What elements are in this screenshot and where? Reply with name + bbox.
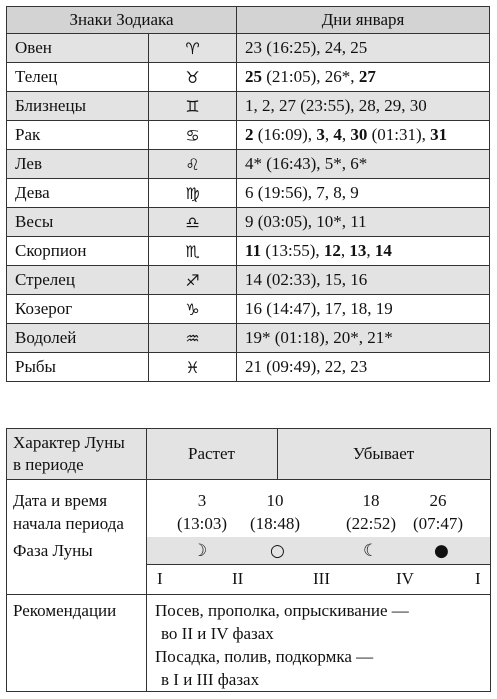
full-moon-icon: ○ bbox=[270, 541, 285, 561]
last-quarter-moon-icon: ☾ bbox=[363, 541, 379, 561]
zodiac-header-sign: Знаки Зодиака bbox=[7, 7, 237, 34]
zodiac-days bbox=[237, 266, 490, 295]
zodiac-body bbox=[7, 34, 490, 382]
zodiac-days bbox=[237, 208, 490, 237]
zodiac-days bbox=[237, 121, 490, 150]
phase-numeral: III bbox=[313, 569, 330, 588]
recommendation-line: в I и III фазах bbox=[161, 670, 260, 689]
days-segment: 4 bbox=[333, 125, 342, 144]
phase-numeral: IV bbox=[396, 569, 414, 588]
days-segment: 31 bbox=[430, 125, 448, 144]
days-segment: (21:05), 26*, bbox=[262, 67, 359, 86]
days-segment: 6 (19:56), 7, 8, 9 bbox=[245, 183, 359, 202]
zodiac-days bbox=[237, 34, 490, 63]
days-segment: , bbox=[324, 125, 334, 144]
zodiac-row bbox=[7, 353, 490, 382]
recommendation-line: Посев, прополка, опрыскивание — bbox=[155, 601, 409, 620]
zodiac-symbol-icon: ♊ bbox=[149, 92, 237, 121]
days-segment: 30 bbox=[350, 125, 368, 144]
zodiac-row bbox=[7, 324, 490, 353]
date-label-line1: Дата и время bbox=[13, 491, 108, 510]
zodiac-symbol-icon: ♐ bbox=[149, 266, 237, 295]
zodiac-days bbox=[237, 63, 490, 92]
zodiac-symbol-icon: ♑ bbox=[149, 295, 237, 324]
zodiac-row bbox=[7, 63, 490, 92]
divider bbox=[146, 479, 147, 594]
zodiac-symbol-icon: ♓ bbox=[149, 353, 237, 382]
days-segment: 27 bbox=[358, 67, 376, 86]
zodiac-days bbox=[237, 179, 490, 208]
date-label-line2: начала периода bbox=[13, 514, 124, 533]
zodiac-sign-name: Козерог bbox=[7, 295, 149, 324]
days-segment: , bbox=[366, 241, 375, 260]
phase-numeral: I bbox=[157, 569, 163, 588]
character-label-line2: в периоде bbox=[13, 455, 84, 474]
zodiac-sign-name: Овен bbox=[7, 34, 149, 63]
zodiac-symbol-icon: ♍ bbox=[149, 179, 237, 208]
zodiac-row bbox=[7, 179, 490, 208]
period-time: (13:03) bbox=[176, 514, 228, 533]
zodiac-symbol-icon: ♏ bbox=[149, 237, 237, 266]
zodiac-row bbox=[7, 295, 490, 324]
zodiac-symbol-icon: ♈ bbox=[149, 34, 237, 63]
divider bbox=[7, 594, 490, 595]
days-segment: 13 bbox=[349, 241, 367, 260]
days-segment: 4* (16:43), 5*, 6* bbox=[245, 154, 368, 173]
days-segment: 1, 2, 27 (23:55), 28, 29, 30 bbox=[245, 96, 427, 115]
zodiac-row bbox=[7, 237, 490, 266]
moon-waning-label: Убывает bbox=[352, 444, 415, 463]
zodiac-sign-name: Стрелец bbox=[7, 266, 149, 295]
period-day: 10 bbox=[266, 491, 284, 510]
first-quarter-moon-icon: ☽ bbox=[192, 541, 208, 561]
zodiac-sign-name: Дева bbox=[7, 179, 149, 208]
zodiac-row bbox=[7, 266, 490, 295]
zodiac-days bbox=[237, 295, 490, 324]
zodiac-sign-name: Водолей bbox=[7, 324, 149, 353]
zodiac-symbol-icon: ♋ bbox=[149, 121, 237, 150]
zodiac-sign-name: Весы bbox=[7, 208, 149, 237]
days-segment: 19* (01:18), 20*, 21* bbox=[245, 328, 393, 347]
zodiac-row bbox=[7, 208, 490, 237]
recommendations-label: Рекомендации bbox=[13, 601, 117, 620]
moon-growing-label: Растет bbox=[188, 444, 235, 463]
zodiac-days bbox=[237, 324, 490, 353]
zodiac-symbol-icon: ♌ bbox=[149, 150, 237, 179]
phase-numeral: II bbox=[232, 569, 244, 588]
zodiac-symbol-icon: ♒ bbox=[149, 324, 237, 353]
zodiac-sign-name: Рыбы bbox=[7, 353, 149, 382]
zodiac-row bbox=[7, 92, 490, 121]
zodiac-row bbox=[7, 34, 490, 63]
phase-label: Фаза Луны bbox=[13, 541, 93, 560]
zodiac-sign-name: Лев bbox=[7, 150, 149, 179]
zodiac-sign-name: Близнецы bbox=[7, 92, 149, 121]
zodiac-days bbox=[237, 92, 490, 121]
days-segment: 2 bbox=[245, 125, 254, 144]
period-time: (22:52) bbox=[345, 514, 397, 533]
divider bbox=[146, 594, 147, 691]
divider bbox=[146, 429, 147, 479]
days-segment: 16 (14:47), 17, 18, 19 bbox=[245, 299, 393, 318]
period-day: 26 bbox=[429, 491, 447, 510]
zodiac-row bbox=[7, 121, 490, 150]
zodiac-days bbox=[237, 353, 490, 382]
days-segment: 3 bbox=[316, 125, 325, 144]
days-segment: 14 (02:33), 15, 16 bbox=[245, 270, 368, 289]
period-day: 3 bbox=[197, 491, 207, 510]
phase-numeral: I bbox=[475, 569, 481, 588]
recommendation-line: во II и IV фазах bbox=[161, 624, 274, 643]
zodiac-sign-name: Скорпион bbox=[7, 237, 149, 266]
divider bbox=[277, 429, 278, 479]
days-segment: , bbox=[341, 125, 351, 144]
divider bbox=[146, 564, 490, 565]
days-segment: 12 bbox=[323, 241, 341, 260]
divider bbox=[7, 479, 490, 480]
zodiac-sign-name: Телец bbox=[7, 63, 149, 92]
days-segment: 23 (16:25), 24, 25 bbox=[245, 38, 368, 57]
days-segment: (13:55), bbox=[261, 241, 324, 260]
days-segment: 11 bbox=[245, 241, 262, 260]
zodiac-symbol-icon: ♎ bbox=[149, 208, 237, 237]
days-segment: 25 bbox=[245, 67, 263, 86]
character-label-line1: Характер Луны bbox=[13, 433, 125, 452]
zodiac-header-days: Дни января bbox=[237, 7, 490, 34]
moon-table bbox=[6, 428, 491, 692]
days-segment: 9 (03:05), 10*, 11 bbox=[245, 212, 367, 231]
zodiac-days bbox=[237, 150, 490, 179]
zodiac-table bbox=[6, 6, 490, 382]
recommendation-line: Посадка, полив, подкормка — bbox=[155, 647, 374, 666]
days-segment: (16:09), bbox=[253, 125, 317, 144]
zodiac-symbol-icon: ♉ bbox=[149, 63, 237, 92]
days-segment: (01:31), bbox=[367, 125, 431, 144]
period-day: 18 bbox=[362, 491, 380, 510]
period-time: (18:48) bbox=[249, 514, 301, 533]
zodiac-row bbox=[7, 150, 490, 179]
zodiac-sign-name: Рак bbox=[7, 121, 149, 150]
zodiac-days bbox=[237, 237, 490, 266]
days-segment: 14 bbox=[374, 241, 392, 260]
days-segment: 21 (09:49), 22, 23 bbox=[245, 357, 368, 376]
period-time: (07:47) bbox=[412, 514, 464, 533]
zodiac-header-row bbox=[7, 7, 490, 34]
new-moon-icon: ● bbox=[434, 541, 449, 561]
days-segment: , bbox=[340, 241, 350, 260]
